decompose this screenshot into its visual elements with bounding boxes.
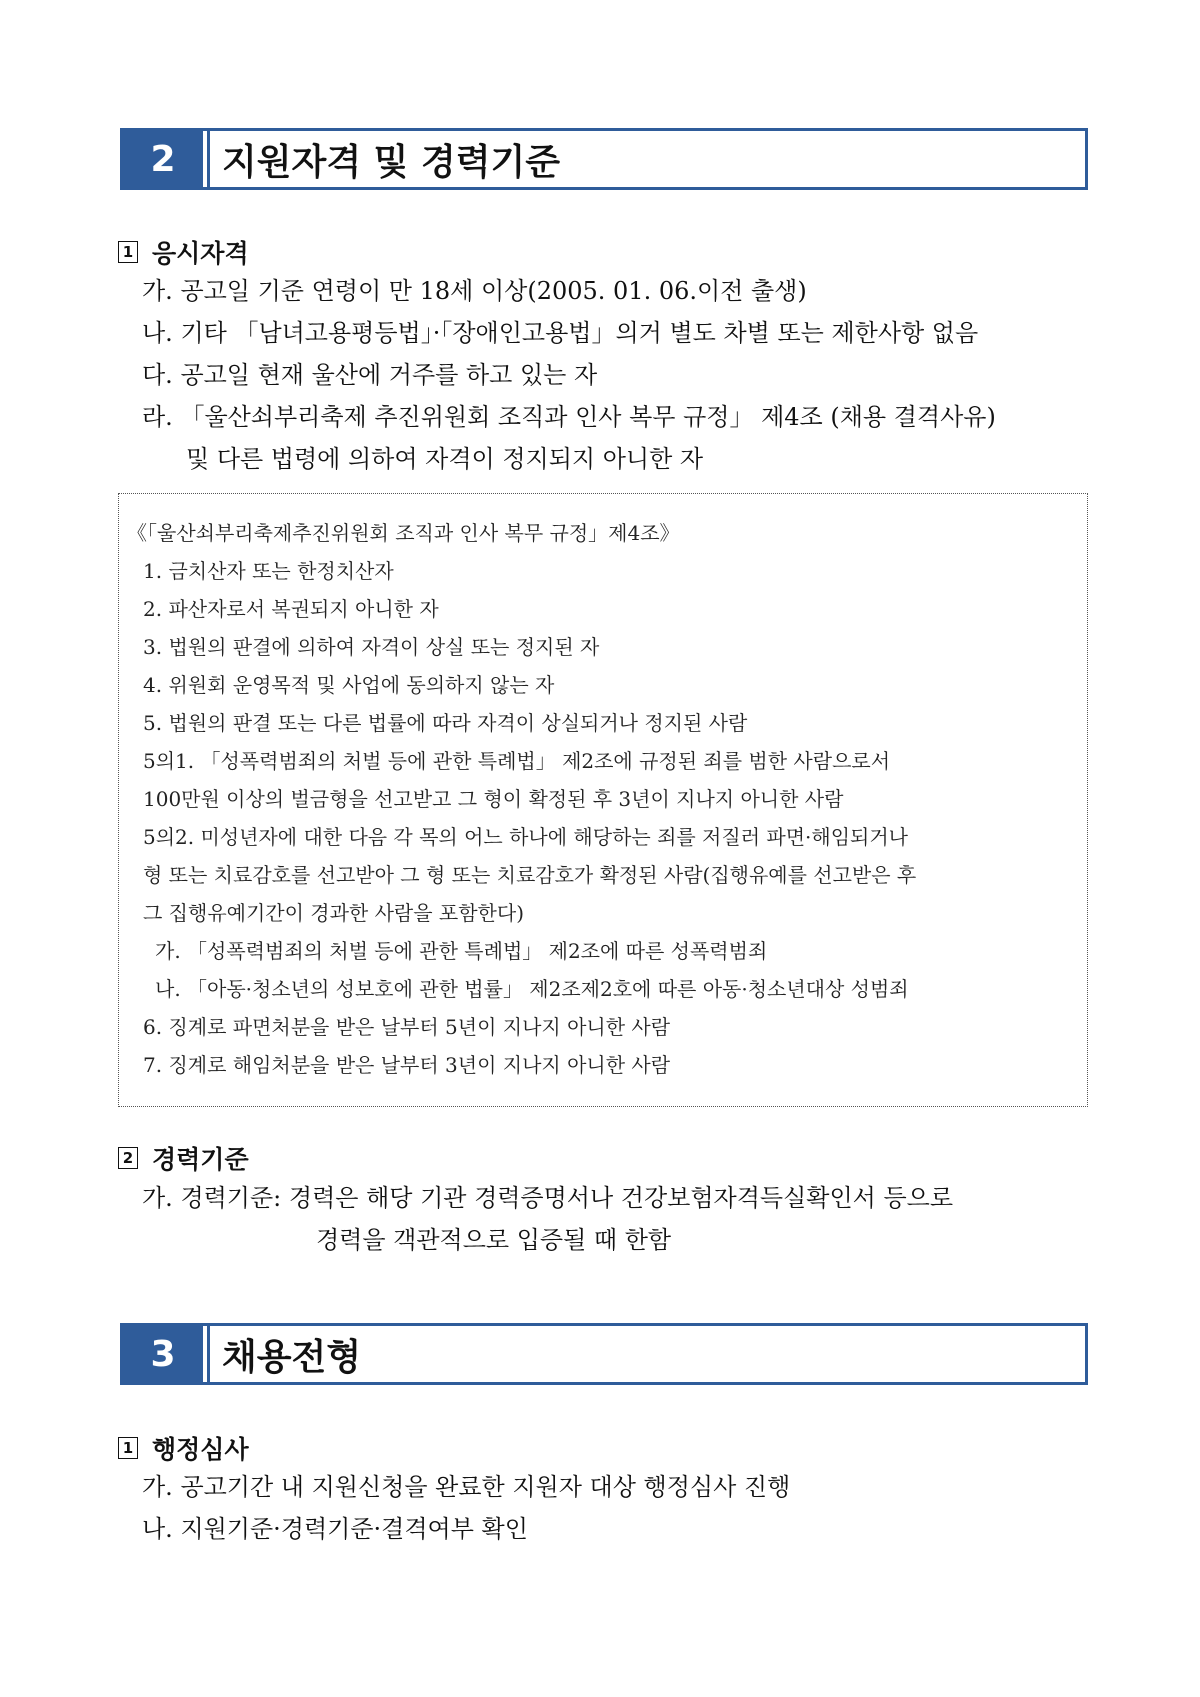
regulation-line: 2. 파산자로서 복권되지 아니한 자 — [143, 597, 439, 621]
regulation-line: 가. 「성폭력범죄의 처벌 등에 관한 특례법」 제2조에 따른 성폭력범죄 — [155, 939, 768, 963]
qualification-item: 나. 기타 「남녀고용평등법」·「장애인고용법」의거 별도 차별 또는 제한사항 없음 — [142, 319, 979, 347]
regulation-line: 3. 법원의 판결에 의하여 자격이 상실 또는 정지된 자 — [143, 635, 600, 659]
sub-heading-title: 행정심사 — [152, 1435, 249, 1464]
sub-heading-career — [118, 1140, 249, 1176]
regulation-line: 5의1. 「성폭력범죄의 처벌 등에 관한 특례법」 제2조에 규정된 죄를 범한 사람으로서 — [143, 749, 891, 773]
regulation-title: 《「울산쇠부리축제추진위원회 조직과 인사 복무 규정」제4조》 — [127, 521, 680, 545]
regulation-line: 6. 징계로 파면처분을 받은 날부터 5년이 지나지 아니한 사람 — [143, 1015, 671, 1039]
regulation-line: 7. 징계로 해임처분을 받은 날부터 3년이 지나지 아니한 사람 — [143, 1053, 671, 1077]
regulation-line: 그 집행유예기간이 경과한 사람을 포함한다) — [143, 901, 524, 925]
regulation-box — [118, 493, 1088, 1107]
regulation-line: 나. 「아동·청소년의 성보호에 관한 법률」 제2조제2호에 따른 아동·청소년대상 성범죄 — [155, 977, 909, 1001]
regulation-line: 1. 금치산자 또는 한정치산자 — [143, 559, 394, 583]
sub-heading-qualification — [118, 234, 249, 270]
regulation-line: 4. 위원회 운영목적 및 사업에 동의하지 않는 자 — [143, 673, 555, 697]
qualification-item: 다. 공고일 현재 울산에 거주를 하고 있는 자 — [142, 361, 598, 389]
sub-heading-admin-review — [118, 1430, 249, 1466]
qualification-item: 가. 공고일 기준 연령이 만 18세 이상(2005. 01. 06.이전 출생) — [142, 277, 807, 305]
sub-number-box: 2 — [118, 1147, 138, 1169]
regulation-line: 5. 법원의 판결 또는 다른 법률에 따라 자격이 상실되거나 정지된 사람 — [143, 711, 748, 735]
section-title: 채용전형 — [207, 1326, 1085, 1382]
regulation-line: 형 또는 치료감호를 선고받아 그 형 또는 치료감호가 확정된 사람(집행유예를 선고받은 후 — [143, 863, 917, 887]
section-number: 3 — [123, 1326, 207, 1382]
qualification-item-continuation: 및 다른 법령에 의하여 자격이 정지되지 아니한 자 — [186, 445, 704, 473]
career-item-continuation: 경력을 객관적으로 입증될 때 한함 — [316, 1226, 672, 1254]
section-title: 지원자격 및 경력기준 — [207, 131, 1085, 187]
regulation-line: 100만원 이상의 벌금형을 선고받고 그 형이 확정된 후 3년이 지나지 아니한 사람 — [143, 787, 844, 811]
section-number: 2 — [123, 131, 207, 187]
section-header-2 — [120, 128, 1088, 190]
admin-review-item: 나. 지원기준·경력기준·결격여부 확인 — [142, 1515, 528, 1543]
regulation-line: 5의2. 미성년자에 대한 다음 각 목의 어느 하나에 해당하는 죄를 저질러 파면·해임되거나 — [143, 825, 908, 849]
sub-heading-title: 경력기준 — [152, 1145, 249, 1174]
sub-number-box: 1 — [118, 1437, 138, 1459]
sub-number-box: 1 — [118, 241, 138, 263]
qualification-item: 라. 「울산쇠부리축제 추진위원회 조직과 인사 복무 규정」 제4조 (채용 결격사유) — [142, 403, 996, 431]
section-header-3 — [120, 1323, 1088, 1385]
admin-review-item: 가. 공고기간 내 지원신청을 완료한 지원자 대상 행정심사 진행 — [142, 1473, 791, 1501]
sub-heading-title: 응시자격 — [152, 239, 249, 268]
career-item: 가. 경력기준: 경력은 해당 기관 경력증명서나 건강보험자격득실확인서 등으로 — [142, 1184, 954, 1212]
